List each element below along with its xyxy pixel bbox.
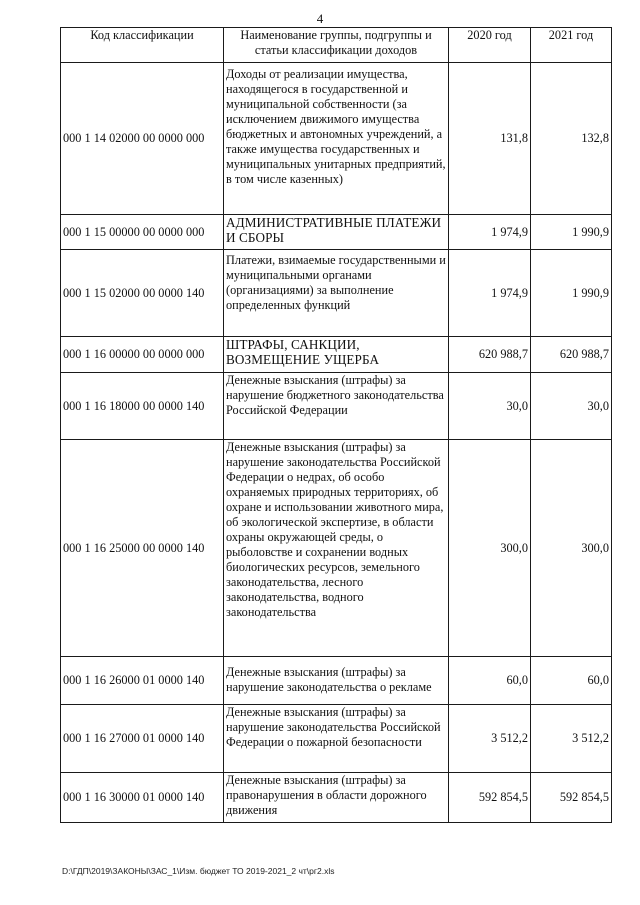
row-value-2020: 1 974,9 xyxy=(449,250,531,337)
row-name: Денежные взыскания (штрафы) за нарушение законодательства Российской Федерации о пожарной безопасности xyxy=(224,705,449,773)
table-row xyxy=(61,337,612,373)
row-value-2020: 131,8 xyxy=(449,63,531,215)
row-name: АДМИНИСТРАТИВНЫЕ ПЛАТЕЖИ И СБОРЫ xyxy=(224,215,449,250)
row-value-2020: 620 988,7 xyxy=(449,337,531,373)
row-code: 000 1 15 02000 00 0000 140 xyxy=(61,250,224,337)
row-value-2021: 1 990,9 xyxy=(531,215,612,250)
row-value-2021: 132,8 xyxy=(531,63,612,215)
table-row xyxy=(61,657,612,705)
row-name: Платежи, взимаемые государственными и муниципальными органами (организациями) за выполнение определенных функций xyxy=(224,250,449,337)
row-code: 000 1 16 18000 00 0000 140 xyxy=(61,373,224,440)
row-value-2021: 3 512,2 xyxy=(531,705,612,773)
row-name: Доходы от реализации имущества, находящегося в государственной и муниципальной собственности (за исключением движимого имущества бюджетных и автономных учреждений, а также имущества государственных и муниципальных унитарных предприятий, в том числе казенных) xyxy=(224,63,449,215)
row-value-2020: 592 854,5 xyxy=(449,773,531,823)
table-row xyxy=(61,63,612,215)
table-row xyxy=(61,215,612,250)
table-row xyxy=(61,250,612,337)
row-value-2021: 1 990,9 xyxy=(531,250,612,337)
row-value-2021: 300,0 xyxy=(531,440,612,657)
table-row xyxy=(61,440,612,657)
table-header-row xyxy=(61,28,612,63)
row-code: 000 1 16 27000 01 0000 140 xyxy=(61,705,224,773)
row-code: 000 1 16 25000 00 0000 140 xyxy=(61,440,224,657)
row-code: 000 1 16 26000 01 0000 140 xyxy=(61,657,224,705)
row-value-2020: 3 512,2 xyxy=(449,705,531,773)
revenue-classification-table xyxy=(60,27,612,823)
row-code: 000 1 16 00000 00 0000 000 xyxy=(61,337,224,373)
row-name: Денежные взыскания (штрафы) за нарушение законодательства Российской Федерации о недрах, об особо охраняемых природных территориях, об охране и использовании животного мира, об экологической экспертизе, в области охраны окружающей среды, о рыболовстве и сохранении водных биологических ресурсов, земельного законодательства, лесного законодательства, водного законодательства xyxy=(224,440,449,657)
row-name: Денежные взыскания (штрафы) за нарушение законодательства о рекламе xyxy=(224,657,449,705)
table-row xyxy=(61,773,612,823)
row-value-2021: 30,0 xyxy=(531,373,612,440)
row-value-2020: 1 974,9 xyxy=(449,215,531,250)
row-value-2020: 60,0 xyxy=(449,657,531,705)
row-value-2020: 300,0 xyxy=(449,440,531,657)
row-code: 000 1 16 30000 01 0000 140 xyxy=(61,773,224,823)
page-number: 4 xyxy=(316,11,324,26)
row-value-2021: 620 988,7 xyxy=(531,337,612,373)
table-row xyxy=(61,705,612,773)
row-value-2021: 592 854,5 xyxy=(531,773,612,823)
header-name: Наименование группы, подгруппы и статьи классификации доходов xyxy=(224,28,449,63)
header-year-2021: 2021 год xyxy=(531,28,612,63)
header-code: Код классификации xyxy=(61,28,224,63)
row-code: 000 1 14 02000 00 0000 000 xyxy=(61,63,224,215)
row-value-2021: 60,0 xyxy=(531,657,612,705)
header-year-2020: 2020 год xyxy=(449,28,531,63)
file-path-footer: D:\ГДП\2019\ЗАКОНЫ\ЗАС_1\Изм. бюджет ТО 2019-2021_2 чт\рг2.xls xyxy=(62,866,335,876)
table-row xyxy=(61,373,612,440)
row-value-2020: 30,0 xyxy=(449,373,531,440)
row-name: Денежные взыскания (штрафы) за нарушение бюджетного законодательства Российской Федерации xyxy=(224,373,449,440)
row-name: Денежные взыскания (штрафы) за правонарушения в области дорожного движения xyxy=(224,773,449,823)
row-code: 000 1 15 00000 00 0000 000 xyxy=(61,215,224,250)
row-name: ШТРАФЫ, САНКЦИИ, ВОЗМЕЩЕНИЕ УЩЕРБА xyxy=(224,337,449,373)
